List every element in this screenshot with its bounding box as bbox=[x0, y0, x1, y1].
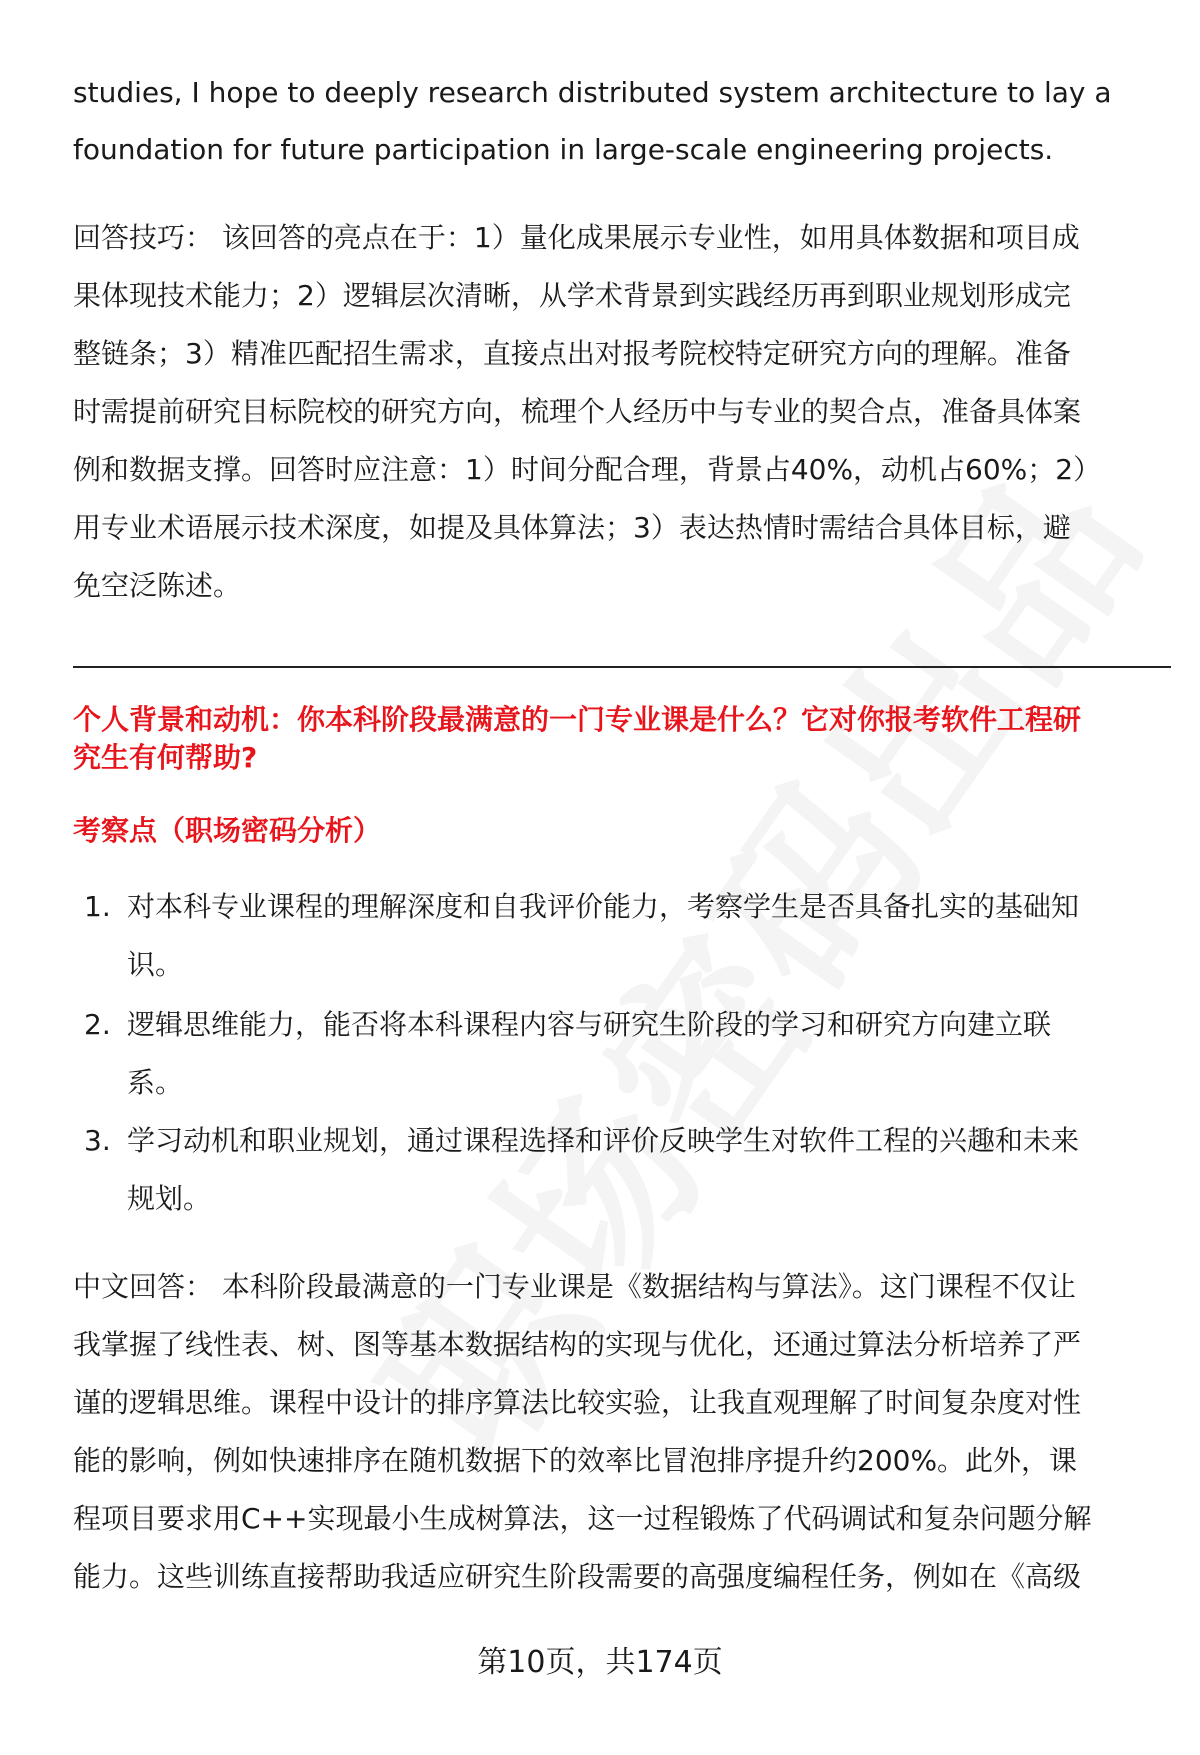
text-line: 时需提前研究目标院校的研究方向，梳理个人经历中与专业的契合点，准备具体案 bbox=[73, 395, 1082, 428]
page-number: 第10页，共174页 bbox=[477, 1645, 723, 1680]
text-line: 能的影响，例如快速排序在随机数据下的效率比冒泡排序提升约200%。此外，课 bbox=[73, 1444, 1078, 1477]
text-line: 我掌握了线性表、树、图等基本数据结构的实现与优化，还通过算法分析培养了严 bbox=[73, 1328, 1082, 1361]
list-item-line: 逻辑思维能力，能否将本科课程内容与研究生阶段的学习和研究方向建立联 bbox=[127, 1008, 1052, 1041]
text-line: 果体现技术能力；2）逻辑层次清晰，从学术背景到实践经历再到职业规划形成完 bbox=[73, 279, 1071, 312]
text-line: 中文回答： 本科阶段最满意的一门专业课是《数据结构与算法》。这门课程不仅让 bbox=[73, 1270, 1076, 1303]
text-line: studies, I hope to deeply research distributed system architecture to lay a bbox=[73, 76, 1112, 109]
list-number: 3. bbox=[84, 1124, 111, 1157]
text-line: 程项目要求用C++实现最小生成树算法，这一过程锻炼了代码调试和复杂问题分解 bbox=[73, 1502, 1092, 1535]
text-line: 整链条；3）精准匹配招生需求，直接点出对报考院校特定研究方向的理解。准备 bbox=[73, 337, 1071, 370]
list-item-line: 对本科专业课程的理解深度和自我评价能力，考察学生是否具备扎实的基础知 bbox=[127, 890, 1080, 923]
list-number: 2. bbox=[84, 1008, 111, 1041]
text-line: 免空泛陈述。 bbox=[73, 569, 242, 602]
text-line: 个人背景和动机：你本科阶段最满意的一门专业课是什么？它对你报考软件工程研 bbox=[73, 703, 1082, 736]
text-line: 例和数据支撑。回答时应注意：1）时间分配合理，背景占40%，动机占60%；2） bbox=[73, 453, 1102, 486]
list-item-line: 识。 bbox=[127, 948, 184, 981]
list-number: 1. bbox=[84, 890, 111, 923]
focus-title: 考察点（职场密码分析） bbox=[73, 814, 382, 847]
text-line: 究生有何帮助? bbox=[73, 741, 258, 774]
text-line: 谨的逻辑思维。课程中设计的排序算法比较实验，让我直观理解了时间复杂度对性 bbox=[73, 1386, 1082, 1419]
list-item-line: 学习动机和职业规划，通过课程选择和评价反映学生对软件工程的兴趣和未来 bbox=[127, 1124, 1080, 1157]
text-line: 用专业术语展示技术深度，如提及具体算法；3）表达热情时需结合具体目标，避 bbox=[73, 511, 1071, 544]
text-line: 能力。这些训练直接帮助我适应研究生阶段需要的高强度编程任务，例如在《高级 bbox=[73, 1560, 1082, 1593]
text-line: 回答技巧： 该回答的亮点在于：1）量化成果展示专业性，如用具体数据和项目成 bbox=[73, 221, 1080, 254]
list-item-line: 系。 bbox=[127, 1066, 184, 1099]
section-divider bbox=[73, 666, 1171, 668]
text-line: foundation for future participation in large-scale engineering projects. bbox=[73, 133, 1054, 166]
list-item-line: 规划。 bbox=[127, 1182, 212, 1215]
